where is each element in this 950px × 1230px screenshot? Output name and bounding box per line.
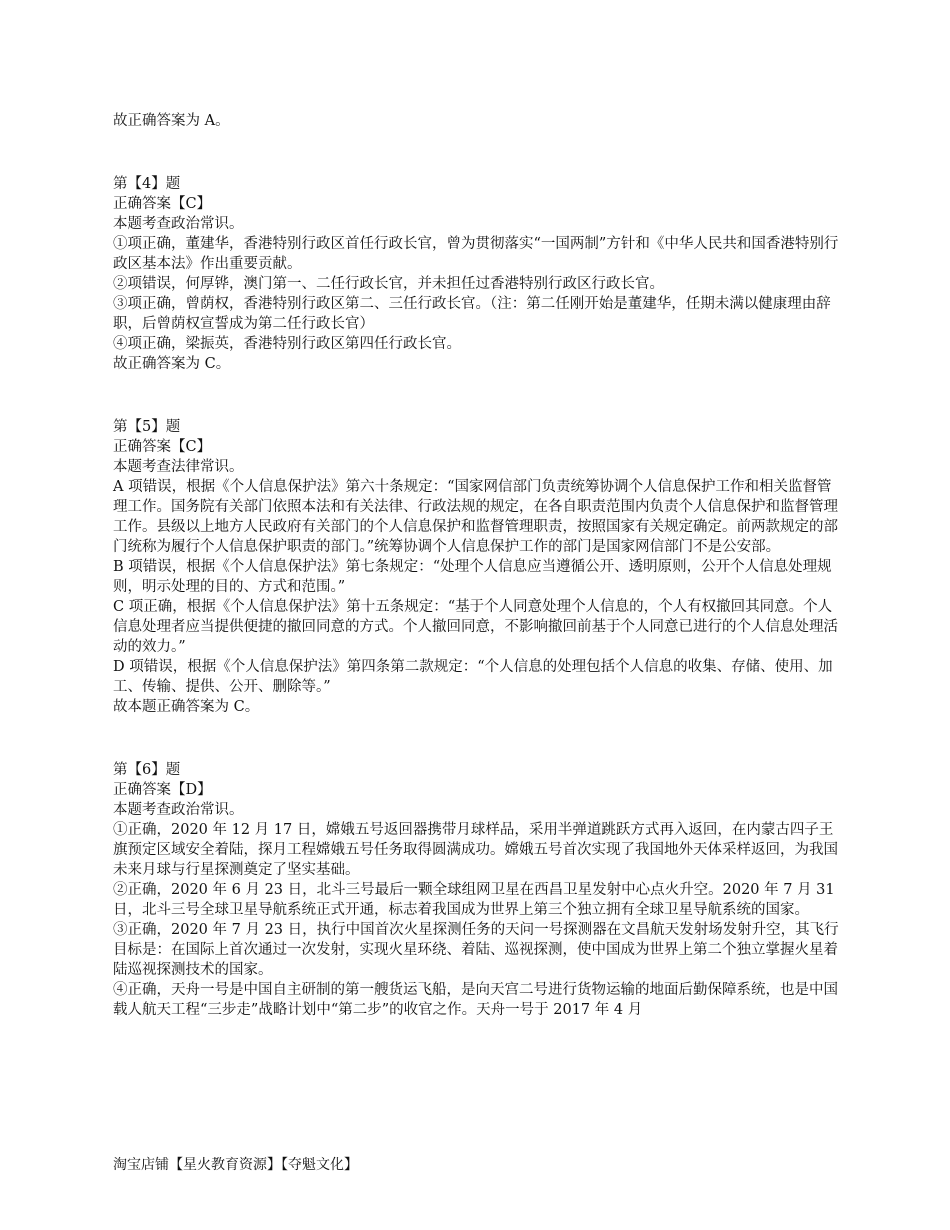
question-5-section [113,417,840,717]
section-gap [113,717,840,760]
page-footer: 淘宝店铺【星火教育资源】【夺魁文化】 [113,1157,358,1173]
question-5-line: 故本题正确答案为 C。 [113,699,260,715]
intro-answer-line: 故正确答案为 A。 [113,113,230,129]
section-gap [113,374,840,417]
question-5-line: 本题考查法律常识。 [113,459,244,475]
question-6-header: 第【6】题 [113,762,181,778]
question-5-answer: 正确答案【C】 [113,439,212,455]
question-4-line: ③项正确，曾荫权，香港特别行政区第二、三任行政长官。（注：第二任刚开始是董建华，任期未满以健康理由辞职，后曾荫权宣誓成为第二任行政长官） [113,296,831,332]
question-4-section [113,174,840,374]
answer-document [113,111,840,1020]
section-gap [113,131,840,174]
question-6-line: 本题考查政治常识。 [113,802,244,818]
question-5-line: A 项错误，根据《个人信息保护法》第六十条规定：“国家网信部门负责统筹协调个人信息保护工作和相关监督管理工作。国务院有关部门依照本法和有关法律、行政法规的规定，在各自职责范围内负责个人信息保护和监督管理工作。县级以上地方人民政府有关部门的个人信息保护和监督管理职责，按照国家有关规定确定。前两款规定的部门统称为履行个人信息保护职责的部门。”统筹协调个人信息保护工作的部门是国家网信部门不是公安部。 [113,479,838,555]
question-4-line: 本题考查政治常识。 [113,216,244,232]
question-4-header: 第【4】题 [113,176,181,192]
question-4-answer: 正确答案【C】 [113,196,212,212]
question-6-section [113,760,840,1020]
question-6-answer: 正确答案【D】 [113,782,212,798]
question-5-line: D 项错误，根据《个人信息保护法》第四条第二款规定：“个人信息的处理包括个人信息的收集、存储、使用、加工、传输、提供、公开、删除等。” [113,659,833,695]
question-4-line: ④项正确，梁振英，香港特别行政区第四任行政长官。 [113,336,461,352]
question-6-line: ④正确，天舟一号是中国自主研制的第一艘货运飞船，是向天宫二号进行货物运输的地面后勤保障系统，也是中国载人航天工程“三步走”战略计划中“第二步”的收官之作。天舟一号于 2017 年 4 月 [113,982,838,1018]
question-4-line: ②项错误，何厚铧，澳门第一、二任行政长官，并未担任过香港特别行政区行政长官。 [113,276,664,292]
question-5-line: B 项错误，根据《个人信息保护法》第七条规定：“处理个人信息应当遵循公开、透明原则，公开个人信息处理规则，明示处理的目的、方式和范围。” [113,559,832,595]
question-6-line: ②正确，2020 年 6 月 23 日，北斗三号最后一颗全球组网卫星在西昌卫星发射中心点火升空。2020 年 7 月 31 日，北斗三号全球卫星导航系统正式开通，标志着我国成为世界上第三个独立拥有全球卫星导航系统的国家。 [113,882,840,918]
question-4-line: 故正确答案为 C。 [113,356,231,372]
question-5-line: C 项正确，根据《个人信息保护法》第十五条规定：“基于个人同意处理个人信息的，个人有权撤回其同意。个人信息处理者应当提供便捷的撤回同意的方式。个人撤回同意，不影响撤回前基于个人同意已进行的个人信息处理活动的效力。” [113,599,838,655]
question-5-header: 第【5】题 [113,419,181,435]
question-4-line: ①项正确，董建华，香港特别行政区首任行政长官，曾为贯彻落实“一国两制”方针和《中华人民共和国香港特别行政区基本法》作出重要贡献。 [113,236,839,272]
question-6-line: ③正确，2020 年 7 月 23 日，执行中国首次火星探测任务的天问一号探测器在文昌航天发射场发射升空，其飞行目标是：在国际上首次通过一次发射，实现火星环绕、着陆、巡视探测，使中国成为世界上第二个独立掌握火星着陆巡视探测技术的国家。 [113,922,839,978]
question-6-line: ①正确，2020 年 12 月 17 日，嫦娥五号返回器携带月球样品，采用半弹道跳跃方式再入返回，在内蒙古四子王旗预定区域安全着陆，探月工程嫦娥五号任务取得圆满成功。嫦娥五号首次实现了我国地外天体采样返回，为我国未来月球与行星探测奠定了坚实基础。 [113,822,838,878]
